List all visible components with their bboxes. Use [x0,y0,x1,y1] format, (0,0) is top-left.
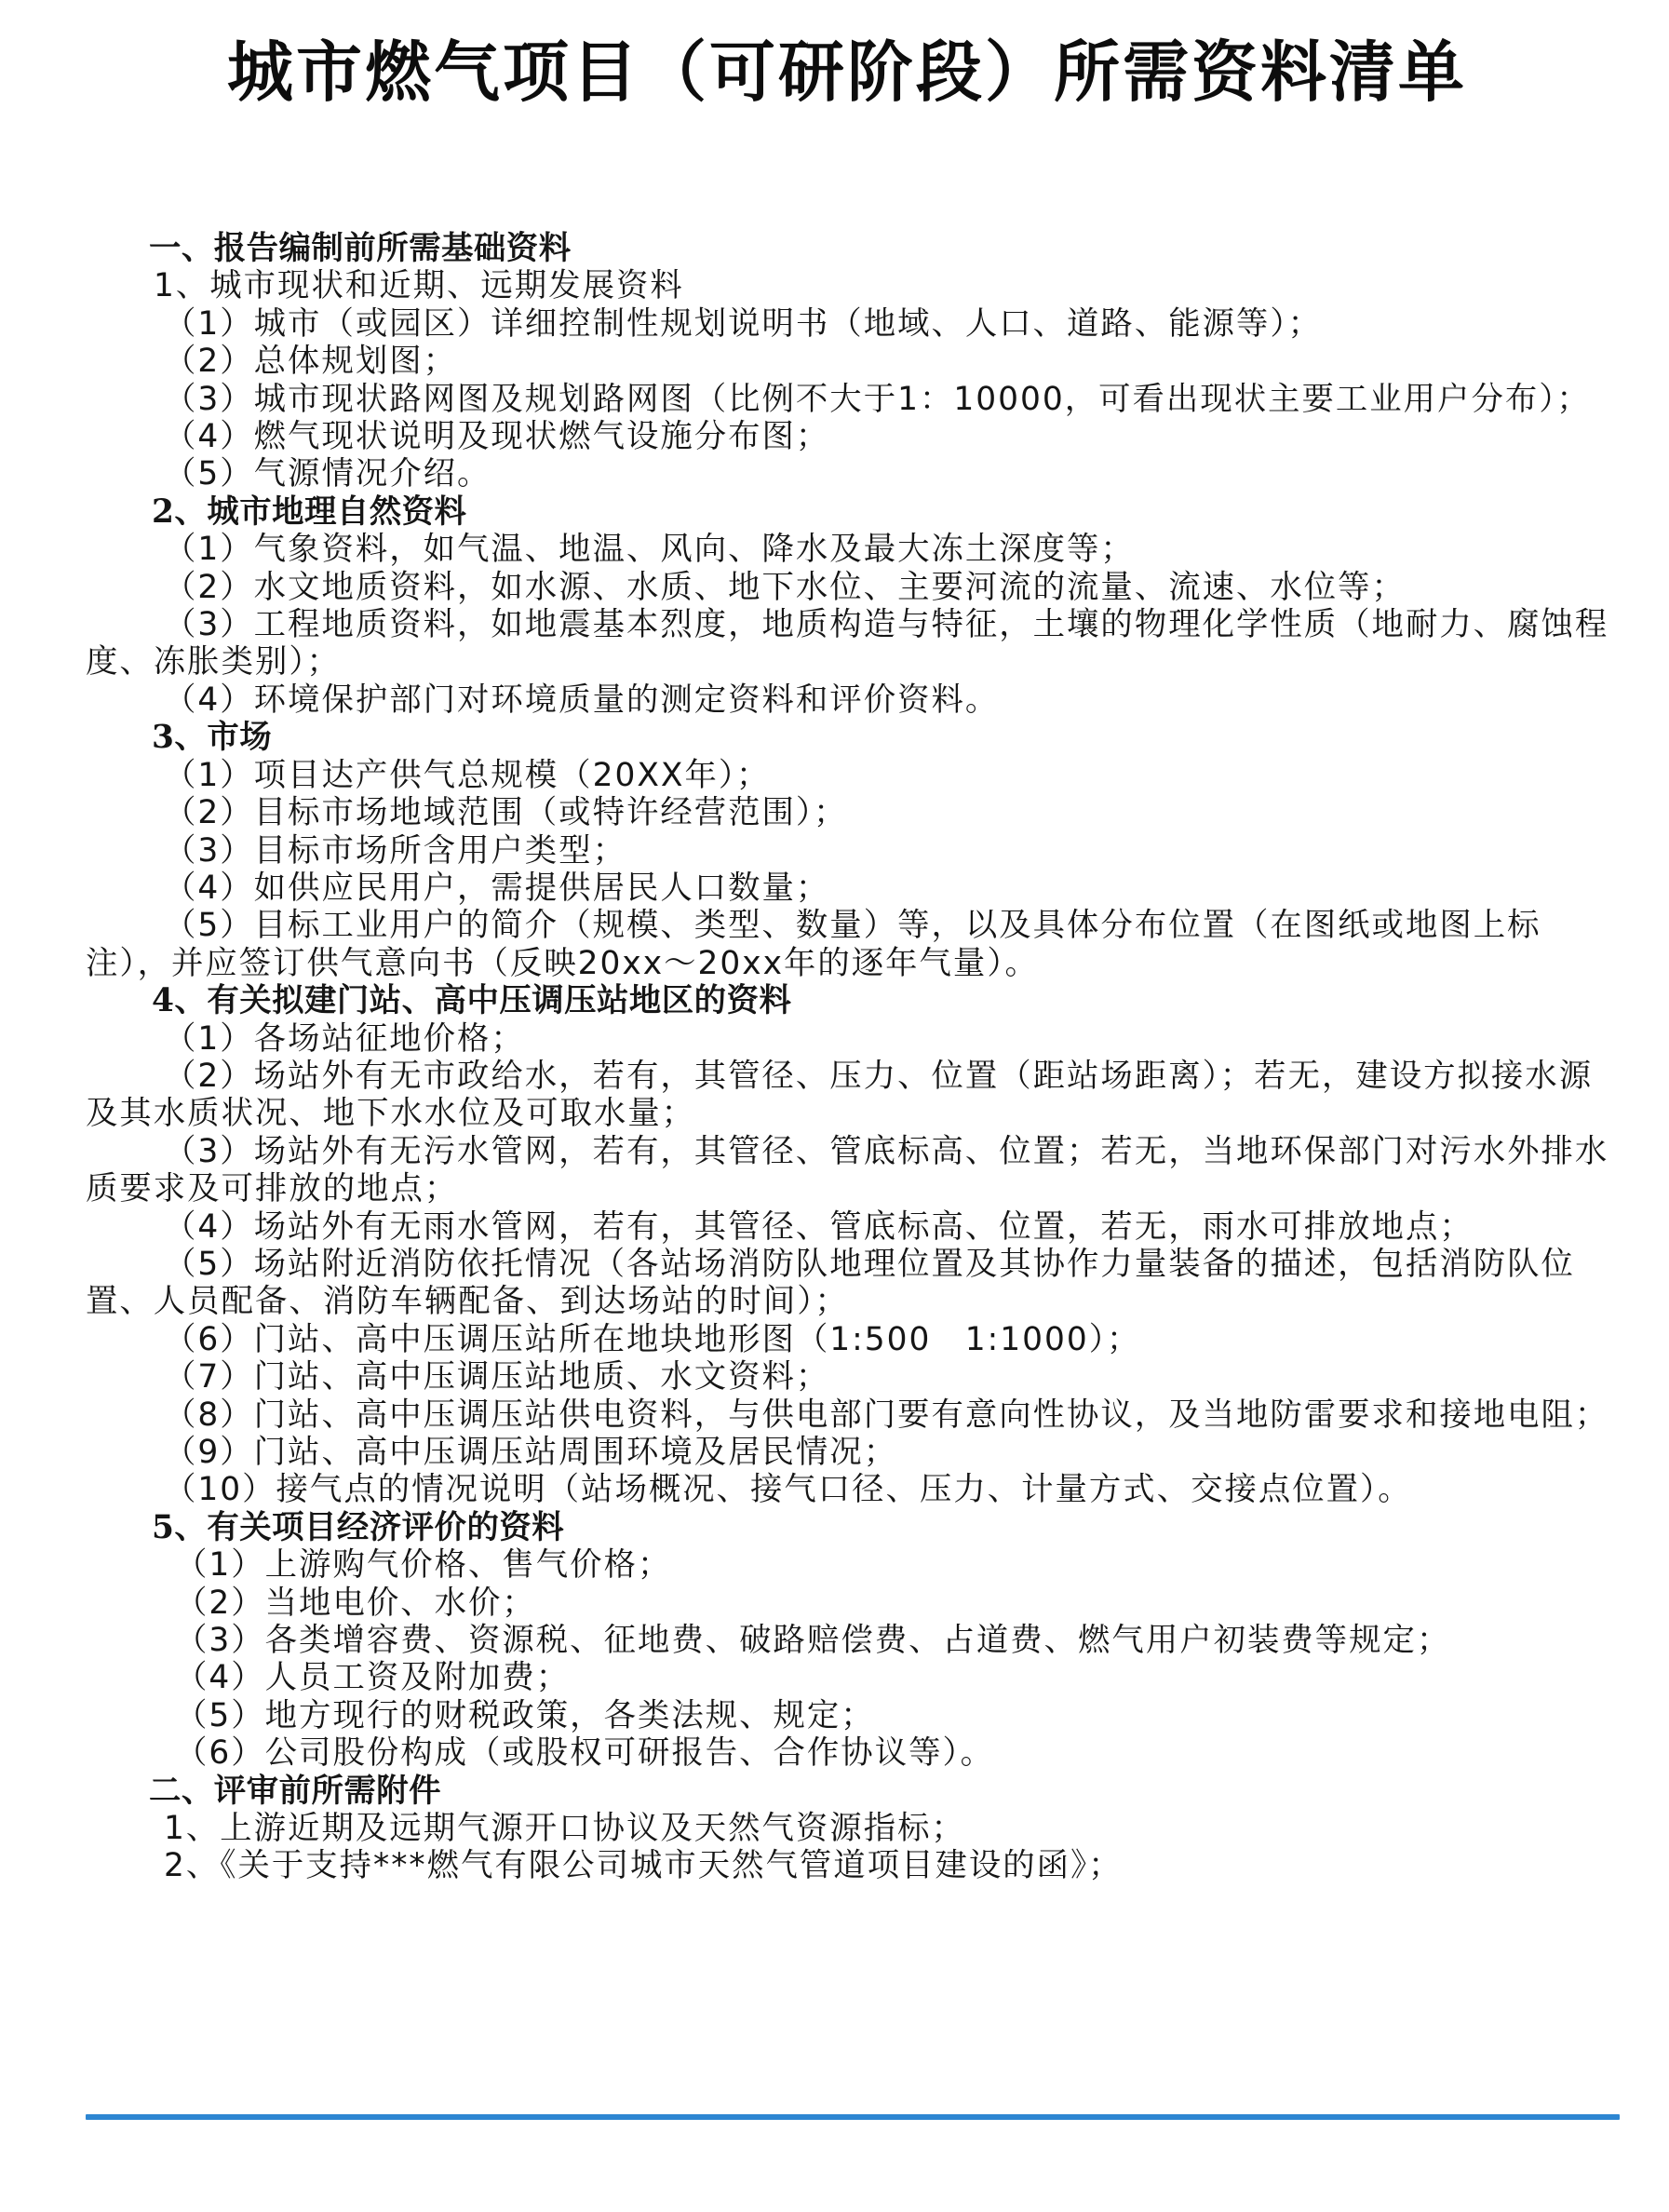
list-item: （5）气源情况介绍。 [164,455,491,493]
list-item: （5）目标工业用户的简介（规模、类型、数量）等，以及具体分布位置（在图纸或地图上标注），并应签订供气意向书（反映20xx～20xx年的逐年气量）。 [86,907,1541,982]
list-item: 2、《关于支持***燃气有限公司城市天然气管道项目建设的函》； [164,1847,1123,1885]
list-item: （3）工程地质资料，如地震基本烈度，地质构造与特征，土壤的物理化学性质（地耐力、腐蚀程度、冻胀类别）； [86,606,1609,681]
list-item: （3）场站外有无污水管网，若有，其管径、管底标高、位置；若无，当地环保部门对污水外排水质要求及可排放的地点； [86,1132,1609,1208]
list-item: （4）环境保护部门对环境质量的测定资料和评价资料。 [164,681,1000,719]
list-item: （1）项目达产供气总规模（20XX年）； [164,756,771,794]
list-item: （6）门站、高中压调压站所在地块地形图（1:500 1:1000）； [164,1320,1141,1358]
list-item: （7）门站、高中压调压站地质、水文资料； [164,1358,830,1396]
subsection-heading: 1、城市现状和近期、远期发展资料 [154,267,684,305]
list-item: （4）场站外有无雨水管网，若有，其管径、管底标高、位置，若无，雨水可排放地点； [164,1207,1474,1246]
list-item: （8）门站、高中压调压站供电资料，与供电部门要有意向性协议，及当地防雷要求和接地电阻； [164,1396,1609,1434]
list-item: （2）目标市场地域范围（或特许经营范围）； [164,794,848,832]
page-title: 城市燃气项目（可研阶段）所需资料清单 [226,33,1467,111]
list-item: （5）地方现行的财税政策，各类法规、规定； [175,1696,875,1734]
list-item: （1）上游购气价格、售气价格； [175,1546,672,1585]
footer-rule [86,2114,1620,2120]
subsection-heading: 3、市场 [152,719,273,757]
list-item: （2）总体规划图； [164,343,458,381]
list-item: （1）气象资料，如气温、地温、风向、降水及最大冻土深度等； [164,531,1135,569]
list-item: （3）城市现状路网图及规划路网图（比例不大于1：10000，可看出现状主要工业用户分布）； [164,380,1591,418]
list-item: （3）各类增容费、资源税、征地费、破路赔偿费、占道费、燃气用户初装费等规定； [175,1622,1451,1660]
list-item: 1、上游近期及远期气源开口协议及天然气资源指标； [164,1810,965,1848]
list-item: （10）接气点的情况说明（站场概况、接气口径、压力、计量方式、交接点位置）。 [164,1471,1412,1509]
subsection-heading: 2、城市地理自然资料 [152,492,467,531]
section-heading: 一、报告编制前所需基础资料 [149,230,572,267]
subsection-heading: 5、有关项目经济评价的资料 [152,1508,565,1546]
list-item: （9）门站、高中压调压站周围环境及居民情况； [164,1434,898,1471]
list-item: （2）场站外有无市政给水，若有，其管径、压力、位置（距站场距离）；若无，建设方拟接水源及其水质状况、地下水水位及可取水量； [86,1057,1594,1133]
list-item: （6）公司股份构成（或股权可研报告、合作协议等）。 [175,1734,995,1773]
document-body [86,230,1612,1885]
subsection-heading: 4、有关拟建门站、高中压调压站地区的资料 [152,982,792,1020]
list-item: （4）燃气现状说明及现状燃气设施分布图； [164,418,830,456]
list-item: （4）人员工资及附加费； [175,1659,571,1697]
list-item: （3）目标市场所含用户类型； [164,831,626,870]
list-item: （5）场站附近消防依托情况（各站场消防队地理位置及其协作力量装备的描述，包括消防队位置、人员配备、消防车辆配备、到达场站的时间）； [86,1245,1575,1321]
list-item: （2）当地电价、水价； [175,1584,536,1622]
list-item: （1）各场站征地价格； [164,1019,525,1058]
list-item: （2）水文地质资料，如水源、水质、地下水位、主要河流的流量、流速、水位等； [164,568,1406,606]
list-item: （1）城市（或园区）详细控制性规划说明书（地域、人口、道路、能源等）； [164,304,1322,343]
list-item: （4）如供应民用户，需提供居民人口数量； [164,869,830,907]
section-heading: 二、评审前所需附件 [149,1772,442,1810]
